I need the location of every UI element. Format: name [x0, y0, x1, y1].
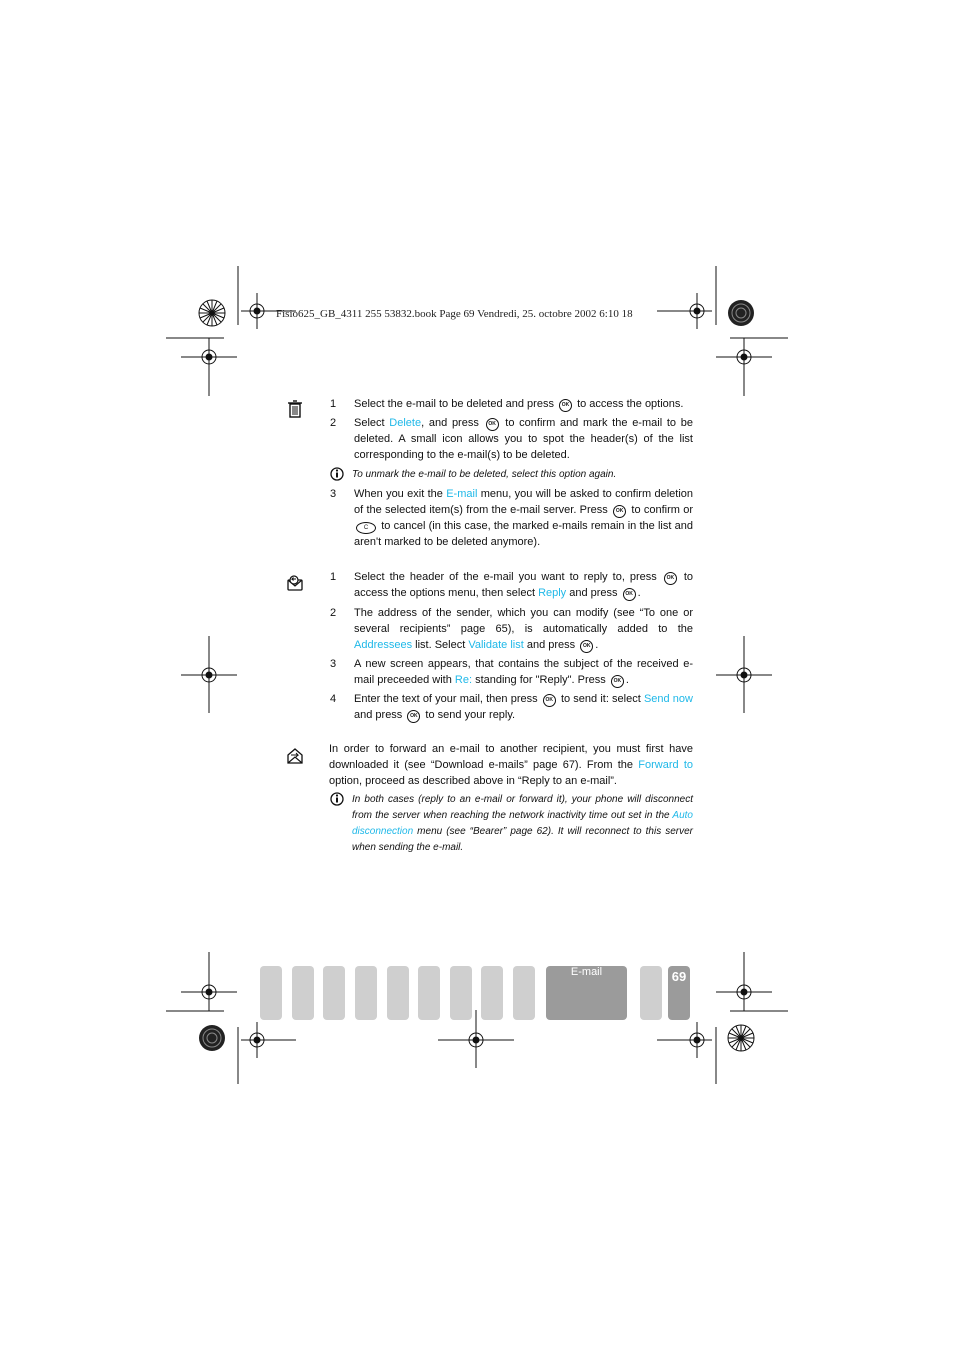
chapter-tab	[640, 966, 662, 1020]
chapter-tab	[260, 966, 282, 1020]
ok-key-icon: OK	[664, 572, 677, 585]
ok-key-icon: OK	[611, 675, 624, 688]
chapter-tab	[450, 966, 472, 1020]
ok-key-icon: OK	[543, 694, 556, 707]
forward-mail-icon	[286, 747, 304, 765]
ok-key-icon: OK	[559, 399, 572, 412]
chapter-tab	[387, 966, 409, 1020]
step-number: 2	[330, 607, 337, 619]
chapter-tab	[481, 966, 503, 1020]
ok-key-icon: OK	[580, 640, 593, 653]
clear-key-icon: C	[356, 522, 376, 534]
menu-link-reply: Reply	[538, 587, 567, 599]
reply-mail-icon	[286, 575, 304, 593]
menu-link-forward-to: Forward to	[638, 759, 693, 771]
reply-step-2: The address of the sender, which you can modify (see “To one or several recipients” page 65), is automatically added to the Addressees list. Select Validate list and press OK .	[354, 607, 693, 651]
step-number: 2	[330, 417, 337, 429]
menu-link-validate-list: Validate list	[468, 639, 524, 651]
chapter-tab	[418, 966, 440, 1020]
menu-link-re: Re:	[454, 674, 473, 686]
menu-link-auto-disconnection: Auto disconnection	[352, 810, 693, 837]
forward-note: In both cases (reply to an e-mail or forward it), your phone will disconnect from the server when reaching the network inactivity time out set in the Auto disconnection menu (see “Bearer” page 62). It will reconnect to this server when sending the e-mail.	[352, 794, 693, 853]
ok-key-icon: OK	[613, 505, 626, 518]
delete-step-3: When you exit the E-mail menu, you will be asked to confirm deletion of the selected item(s) from the e-mail server. Press OK to confirm or C to cancel (in this case, the marked e-mails remain in the list and aren't marked to be deleted anymore).	[354, 488, 694, 548]
chapter-tab	[323, 966, 345, 1020]
trash-icon	[286, 400, 304, 418]
forward-paragraph: In order to forward an e-mail to another recipient, you must first have downloaded it (see “Download e-mails” page 67). From the Forward to option, proceed as described above in “Reply to an e-mail”.	[329, 743, 693, 787]
menu-link-email: E-mail	[446, 488, 478, 500]
step-number: 1	[330, 571, 337, 583]
reply-step-1: Select the header of the e-mail you want to reply to, press OK to access the options menu, then select Reply and press OK .	[354, 571, 693, 599]
chapter-tab	[355, 966, 377, 1020]
delete-note: To unmark the e-mail to be deleted, select this option again.	[352, 469, 617, 480]
ok-key-icon: OK	[623, 588, 636, 601]
chapter-tab-email: E-mail	[546, 966, 627, 1020]
delete-step-1: Select the e-mail to be deleted and press OK to access the options.	[354, 398, 684, 410]
delete-step-2: Select Delete, and press OK to confirm and mark the e-mail to be deleted. A small icon allows you to spot the header(s) of the list corresponding to the e-mail(s) to be deleted.	[354, 417, 693, 461]
step-number: 3	[330, 658, 337, 670]
menu-link-delete: Delete	[389, 417, 422, 429]
chapter-tab	[513, 966, 535, 1020]
ok-key-icon: OK	[407, 710, 420, 723]
info-icon	[330, 792, 344, 806]
print-header: Fisio625_GB_4311 255 53832.book Page 69 Vendredi, 25. octobre 2002 6:10 18	[276, 308, 633, 320]
ok-key-icon: OK	[486, 418, 499, 431]
chapter-tab	[292, 966, 314, 1020]
menu-link-addressees: Addressees	[354, 639, 413, 651]
reply-step-3: A new screen appears, that contains the subject of the received e-mail preceeded with Re: standing for "Reply". Press OK .	[354, 658, 693, 686]
info-icon	[330, 467, 344, 481]
step-number: 3	[330, 488, 337, 500]
step-number: 1	[330, 398, 337, 410]
reply-step-4: Enter the text of your mail, then press OK to send it: select Send now and press OK to send your reply.	[354, 693, 693, 721]
menu-link-send-now: Send now	[643, 693, 693, 705]
page-number: 69	[668, 966, 690, 1020]
step-number: 4	[330, 693, 337, 705]
